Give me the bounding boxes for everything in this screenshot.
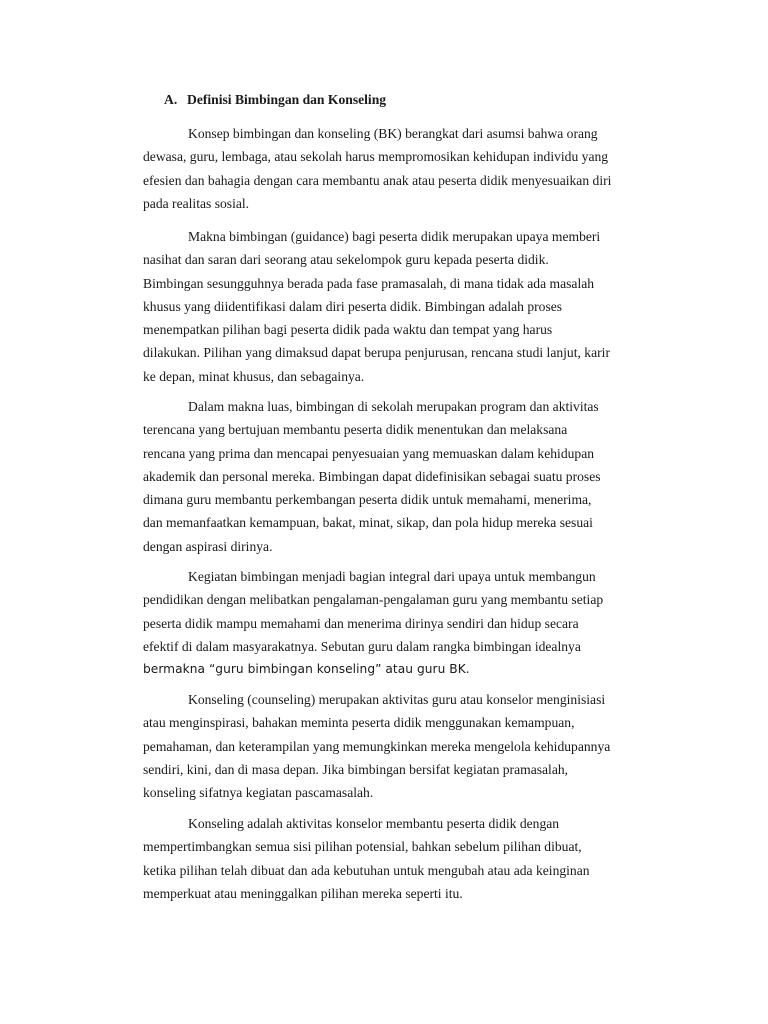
paragraph-line: memperkuat atau meninggalkan pilihan mereka seperti itu. [143, 885, 463, 901]
paragraph-2 [143, 225, 663, 388]
paragraph-line: Konseling adalah aktivitas konselor membantu peserta didik dengan [188, 816, 560, 831]
section-number: A. [164, 92, 178, 107]
paragraph-line: mempertimbangkan semua sisi pilihan potensial, bahkan sebelum pilihan dibuat, [143, 839, 582, 855]
paragraph-line: dengan aspirasi dirinya. [143, 538, 273, 554]
paragraph-line: efektif di dalam masyarakatnya. Sebutan guru dalam rangka bimbingan idealnya [143, 638, 581, 654]
paragraph-line: pada realitas sosial. [143, 195, 250, 211]
paragraph-line: pendidikan dengan melibatkan pengalaman-pengalaman guru yang membantu setiap [143, 592, 604, 608]
paragraph-6 [143, 812, 663, 905]
paragraph-line: terencana yang bertujuan membantu peserta didik menentukan dan melaksana [143, 422, 568, 438]
paragraph-1 [143, 122, 663, 215]
paragraph-line: ketika pilihan telah dibuat dan ada kebutuhan untuk mengubah atau ada keinginan [143, 862, 590, 878]
section-title: Definisi Bimbingan dan Konseling [187, 92, 387, 107]
paragraph-line: sendiri, kini, dan di masa depan. Jika bimbingan bersifat kegiatan pramasalah, [143, 761, 569, 777]
paragraph-line: Konseling (counseling) merupakan aktivitas guru atau konselor menginisiasi [188, 692, 606, 707]
paragraph-line: pemahaman, dan keterampilan yang memungkinkan mereka mengelola kehidupannya [143, 738, 611, 754]
paragraph-line: ke depan, minat khusus, dan sebagainya. [143, 368, 365, 384]
paragraph-line: nasihat dan saran dari seorang atau sekelompok guru kepada peserta didik. [143, 252, 549, 268]
paragraph-line: dimana guru membantu perkembangan peserta didik untuk memahami, menerima, [143, 492, 592, 508]
paragraph-line: Bimbingan sesungguhnya berada pada fase pramasalah, di mana tidak ada masalah [143, 275, 595, 291]
paragraph-line: bermakna “guru bimbingan konseling” atau guru BK. [143, 662, 470, 677]
paragraph-line: Kegiatan bimbingan menjadi bagian integral dari upaya untuk membangun [188, 569, 596, 584]
paragraph-line: Konsep bimbingan dan konseling (BK) berangkat dari asumsi bahwa orang [188, 126, 598, 141]
paragraph-line: atau menginspirasi, bahakan meminta peserta didik menggunakan kemampuan, [143, 715, 575, 731]
paragraph-line: Makna bimbingan (guidance) bagi peserta didik merupakan upaya memberi [188, 229, 601, 244]
paragraph-line: rencana yang prima dan mencapai penyesuaian yang memuaskan dalam kehidupan [143, 445, 595, 461]
paragraph-3 [143, 395, 663, 558]
paragraph-line: konseling sifatnya kegiatan pascamasalah. [143, 785, 374, 801]
section-heading [164, 92, 386, 108]
paragraph-line: dilakukan. Pilihan yang dimaksud dapat berupa penjurusan, rencana studi lanjut, karir [143, 345, 610, 361]
paragraph-line: efesien dan bahagia dengan cara membantu anak atau peserta didik menyesuaikan diri [143, 172, 612, 188]
paragraph-line: dewasa, guru, lembaga, atau sekolah harus mempromosikan kehidupan individu yang [143, 149, 609, 165]
paragraph-line: akademik dan personal mereka. Bimbingan dapat didefinisikan sebagai suatu proses [143, 468, 601, 484]
paragraph-4 [143, 565, 663, 681]
paragraph-line: khusus yang diidentifikasi dalam diri peserta didik. Bimbingan adalah proses [143, 298, 563, 314]
paragraph-line: peserta didik mampu memahami dan menerima dirinya sendiri dan hidup secara [143, 615, 579, 631]
paragraph-line: dan memanfaatkan kemampuan, bakat, minat, sikap, dan pola hidup mereka sesuai [143, 515, 593, 531]
paragraph-line: menempatkan pilihan bagi peserta didik pada waktu dan tempat yang harus [143, 322, 553, 338]
paragraph-5 [143, 688, 663, 804]
paragraph-line: Dalam makna luas, bimbingan di sekolah merupakan program dan aktivitas [188, 399, 599, 414]
